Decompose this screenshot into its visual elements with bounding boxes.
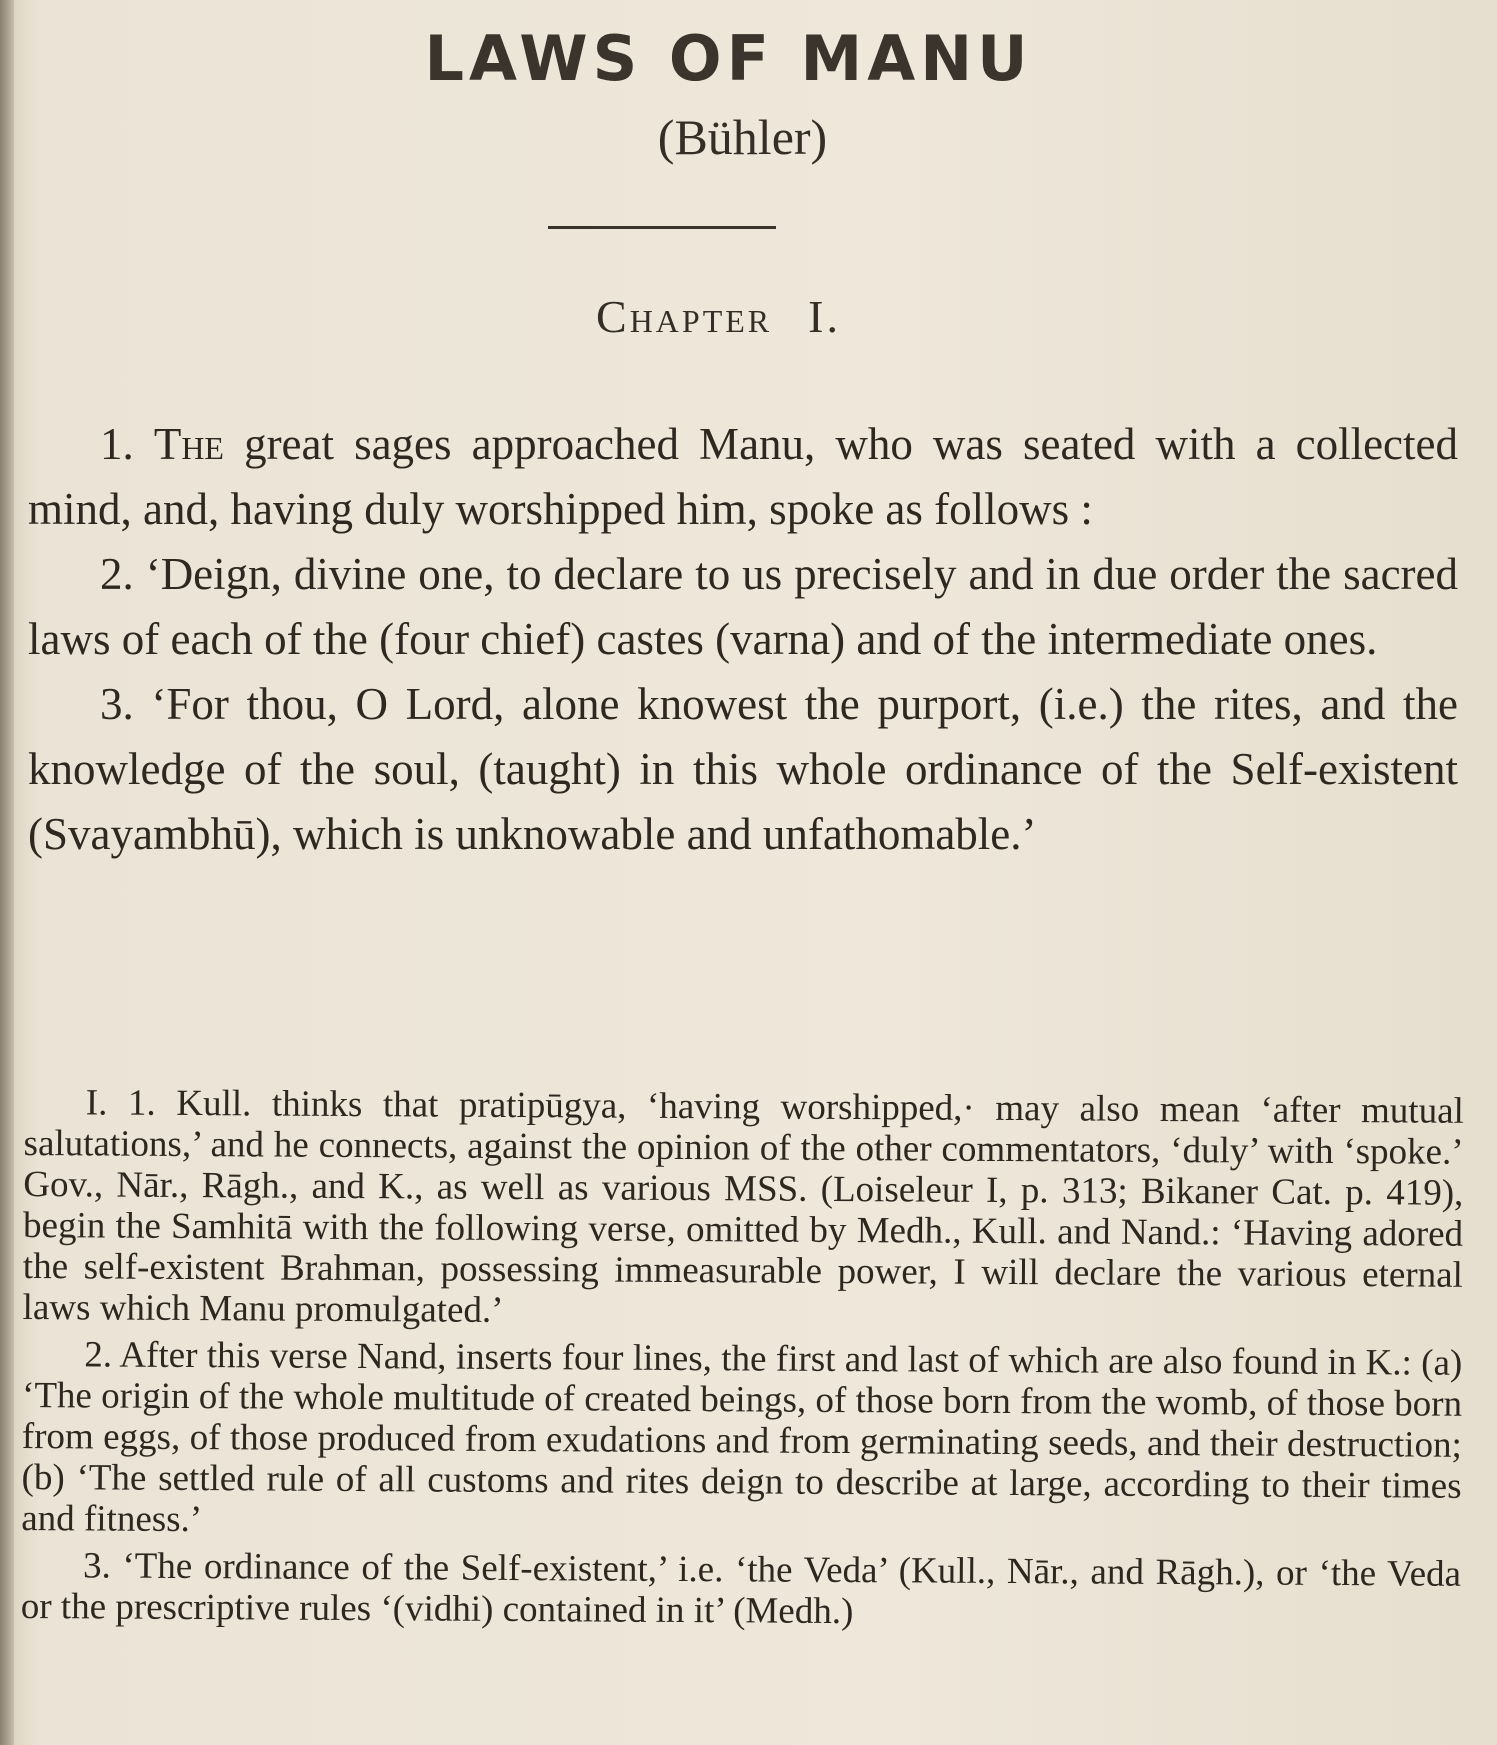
verse-3 xyxy=(28,672,1458,867)
chapter-label: Chapter xyxy=(596,291,773,342)
verse-number: 3. xyxy=(100,679,134,729)
verse-2 xyxy=(28,542,1458,672)
footnote-text: After this verse Nand, inserts four lines, the first and last of which are also found in K.: (a) ‘The origin of the whole multitude of created beings, of those born from the womb, of those born from eggs, of those produced from exudations and from germinating seeds, and their destruction; (b) ‘The settled rule of all customs and rites deign to describe at large, according to their times and fitness.’ xyxy=(21,1334,1463,1541)
footnote-label: 3. xyxy=(82,1545,111,1587)
chapter-number: I. xyxy=(808,291,841,342)
page-subtitle: (Bühler) xyxy=(657,109,828,165)
chapter-heading xyxy=(0,290,1467,343)
verses-section xyxy=(28,412,1458,867)
footnote-text: Kull. thinks that pratipūgya, ‘having worshipped,· may also mean ‘after mutual salutations,’ and he connects, against the opinion of the other commentators, ‘duly’ with ‘spoke.’ Gov., Nār., Rāgh., and K., as well as various MSS. (Loiseleur I, p. 313; Bikaner Cat. p. 419), begin the Samhitā with the following verse, omitted by Medh., Kull. and Nand.: ‘Having adored the self-existent Brahman, possessing immeasurable power, I will declare the various eternal laws which Manu promulgated.’ xyxy=(22,1082,1464,1331)
title-divider xyxy=(548,226,776,229)
footnote-text: ‘The ordinance of the Self-existent,’ i.e. ‘the Veda’ (Kull., Nār., and Rāgh.), or ‘the Veda or the prescriptive rules ‘(vidhi) contained in it’ (Medh.) xyxy=(20,1545,1462,1633)
verse-number: 2. xyxy=(100,549,134,599)
book-spine-shadow xyxy=(0,0,14,1745)
verse-text: great sages approached Manu, who was seated with a collected mind, and, having duly worshipped him, spoke as follows : xyxy=(28,419,1459,534)
footnote-label: 2. xyxy=(84,1334,113,1376)
verse-lead-word: The xyxy=(153,419,224,469)
verse-text: ‘Deign, divine one, to declare to us precisely and in due order the sacred laws of each of the (four chief) castes (varna) and of the intermediate ones. xyxy=(28,549,1459,664)
verse-number: 1. xyxy=(100,419,134,469)
footnote-2 xyxy=(21,1334,1462,1548)
verse-text: ‘For thou, O Lord, alone knowest the purport, (i.e.) the rites, and the knowledge of the soul, (taught) in this whole ordinance of the Self-existent (Svayambhū), which is unknowable and unfathomable.’ xyxy=(28,679,1459,859)
verse-1 xyxy=(28,412,1458,542)
footnotes-section xyxy=(21,1082,1464,1642)
footnote-1 xyxy=(22,1082,1463,1337)
footnote-label: I. 1. xyxy=(85,1082,156,1124)
footnote-3 xyxy=(21,1545,1461,1636)
page-title: LAWS OF MANU xyxy=(424,22,1033,95)
